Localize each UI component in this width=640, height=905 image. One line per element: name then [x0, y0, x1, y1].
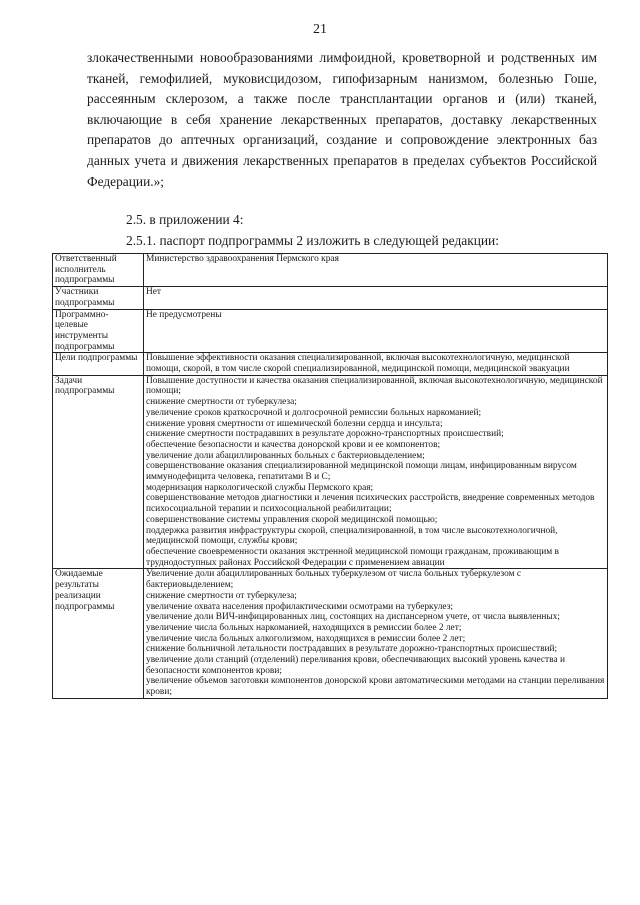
row-value [144, 254, 608, 287]
passport-row-program-target-instruments [53, 309, 608, 353]
row-label: Участники подпрограммы [53, 287, 144, 309]
row-value [144, 309, 608, 353]
section-2-5-heading: 2.5. в приложении 4: [126, 212, 244, 227]
intro-paragraph [87, 48, 597, 192]
row-value [144, 569, 608, 698]
row-label: Ответственный исполнитель подпрограммы [53, 254, 144, 287]
row-label: Цели подпрограммы [53, 353, 144, 375]
subprogram-passport-table [52, 253, 608, 699]
row-value-item: снижение смертности от туберкулеза; [146, 397, 297, 408]
row-value-item: Повышение эффективности оказания специализированной, включая высокотехнологичную, медицинской помощи, скорой, в том числе скорой специализированной, медицинской помощи, медицинской эвакуации [146, 353, 570, 375]
row-value-item: увеличение доли абациллированных больных с бактериовыделением; [146, 450, 425, 461]
row-value [144, 353, 608, 375]
passport-row-tasks [53, 375, 608, 569]
row-value-item: увеличение числа больных наркоманией, находящихся в ремиссии более 2 лет; [146, 622, 462, 633]
row-value-item: совершенствование методов диагностики и лечения психических расстройств, внедрение современных методов психосоциальной терапии и психосоциальной реабилитации; [146, 493, 595, 515]
row-value-item: снижение уровня смертности от ишемической болезни сердца и инсульта; [146, 418, 443, 429]
row-value-item: увеличение охвата населения профилактическими осмотрами на туберкулез; [146, 601, 454, 612]
row-value-item: обеспечение своевременности оказания экстренной медицинской помощи гражданам, проживающим в труднодоступных районах Российской Федерации с применением авиации [146, 546, 559, 568]
row-value-item: модернизация наркологической службы Пермского края; [146, 482, 374, 493]
row-value-item: совершенствование системы управления скорой медицинской помощью; [146, 514, 438, 525]
page-number: 21 [313, 22, 327, 37]
row-value-item: снижение смертности от туберкулеза; [146, 590, 297, 601]
intro-text: злокачественными новообразованиями лимфоидной, кроветворной и родственных им тканей, гемофилией, муковисцидозом, гипофизарным нанизмом, болезнью Гоше, рассеянным склерозом, а также после трансплантации органов и (или) тканей, включающие в себя хранение лекарственных препаратов, доставку лекарственных препаратов до аптечных организаций, создание и сопровождение электронных баз данных учета и движения лекарственных препаратов в пределах субъектов Российской Федерации.»; [87, 50, 597, 189]
row-value-item: совершенствование оказания специализированной медицинской помощи лицам, инфицированным вирусом иммунодефицита человека, гепатитами В и С; [146, 461, 577, 483]
row-value-item: Нет [146, 287, 162, 298]
row-value-item: увеличение объемов заготовки компонентов донорской крови автоматическими методами на станции переливания крови; [146, 676, 605, 698]
row-value-item: Увеличение доли абациллированных больных туберкулезом от числа больных туберкулезом с бактериовыделением; [146, 569, 522, 591]
row-label: Программно-целевые инструменты подпрограммы [53, 309, 144, 353]
row-value-item: увеличение доли станций (отделений) переливания крови, обеспечивающих высокий уровень качества и безопасности компонентов крови; [146, 655, 565, 676]
passport-row-responsible-executor [53, 254, 608, 287]
row-value-item: Министерство здравоохранения Пермского края [146, 254, 339, 264]
row-value-item: снижение больничной летальности пострадавших в результате дорожно-транспортных происшествий; [146, 644, 558, 655]
row-label: Ожидаемые результаты реализации подпрограммы [53, 569, 144, 698]
row-value-item: снижение смертности пострадавших в результате дорожно-транспортных происшествий; [146, 429, 504, 440]
row-value-item: поддержка развития инфраструктуры скорой, специализированной, в том числе высокотехнологичной, медицинской помощи, службы крови; [146, 525, 558, 547]
section-2-5-1-heading: 2.5.1. паспорт подпрограммы 2 изложить в следующей редакции: [126, 233, 499, 248]
row-value-item: увеличение числа больных алкоголизмом, находящихся в ремиссии более 2 лет; [146, 633, 466, 644]
row-value-item: увеличение сроков краткосрочной и долгосрочной ремиссии больных наркоманией; [146, 407, 482, 418]
row-value-item: Не предусмотрены [146, 309, 222, 320]
row-value [144, 287, 608, 309]
row-value-item: Повышение доступности и качества оказания специализированной, включая высокотехнологичную, медицинской помощи; [146, 375, 603, 397]
passport-row-participants [53, 287, 608, 309]
row-value-item: обеспечение безопасности и качества донорской крови и ее компонентов; [146, 439, 441, 450]
row-value-item: увеличение доли ВИЧ-инфицированных лиц, состоящих на диспансерном учете, от числа выявленных; [146, 612, 560, 623]
passport-row-goals [53, 353, 608, 375]
row-value [144, 375, 608, 569]
row-label: Задачи подпрограммы [53, 375, 144, 569]
passport-row-expected-results [53, 569, 608, 698]
